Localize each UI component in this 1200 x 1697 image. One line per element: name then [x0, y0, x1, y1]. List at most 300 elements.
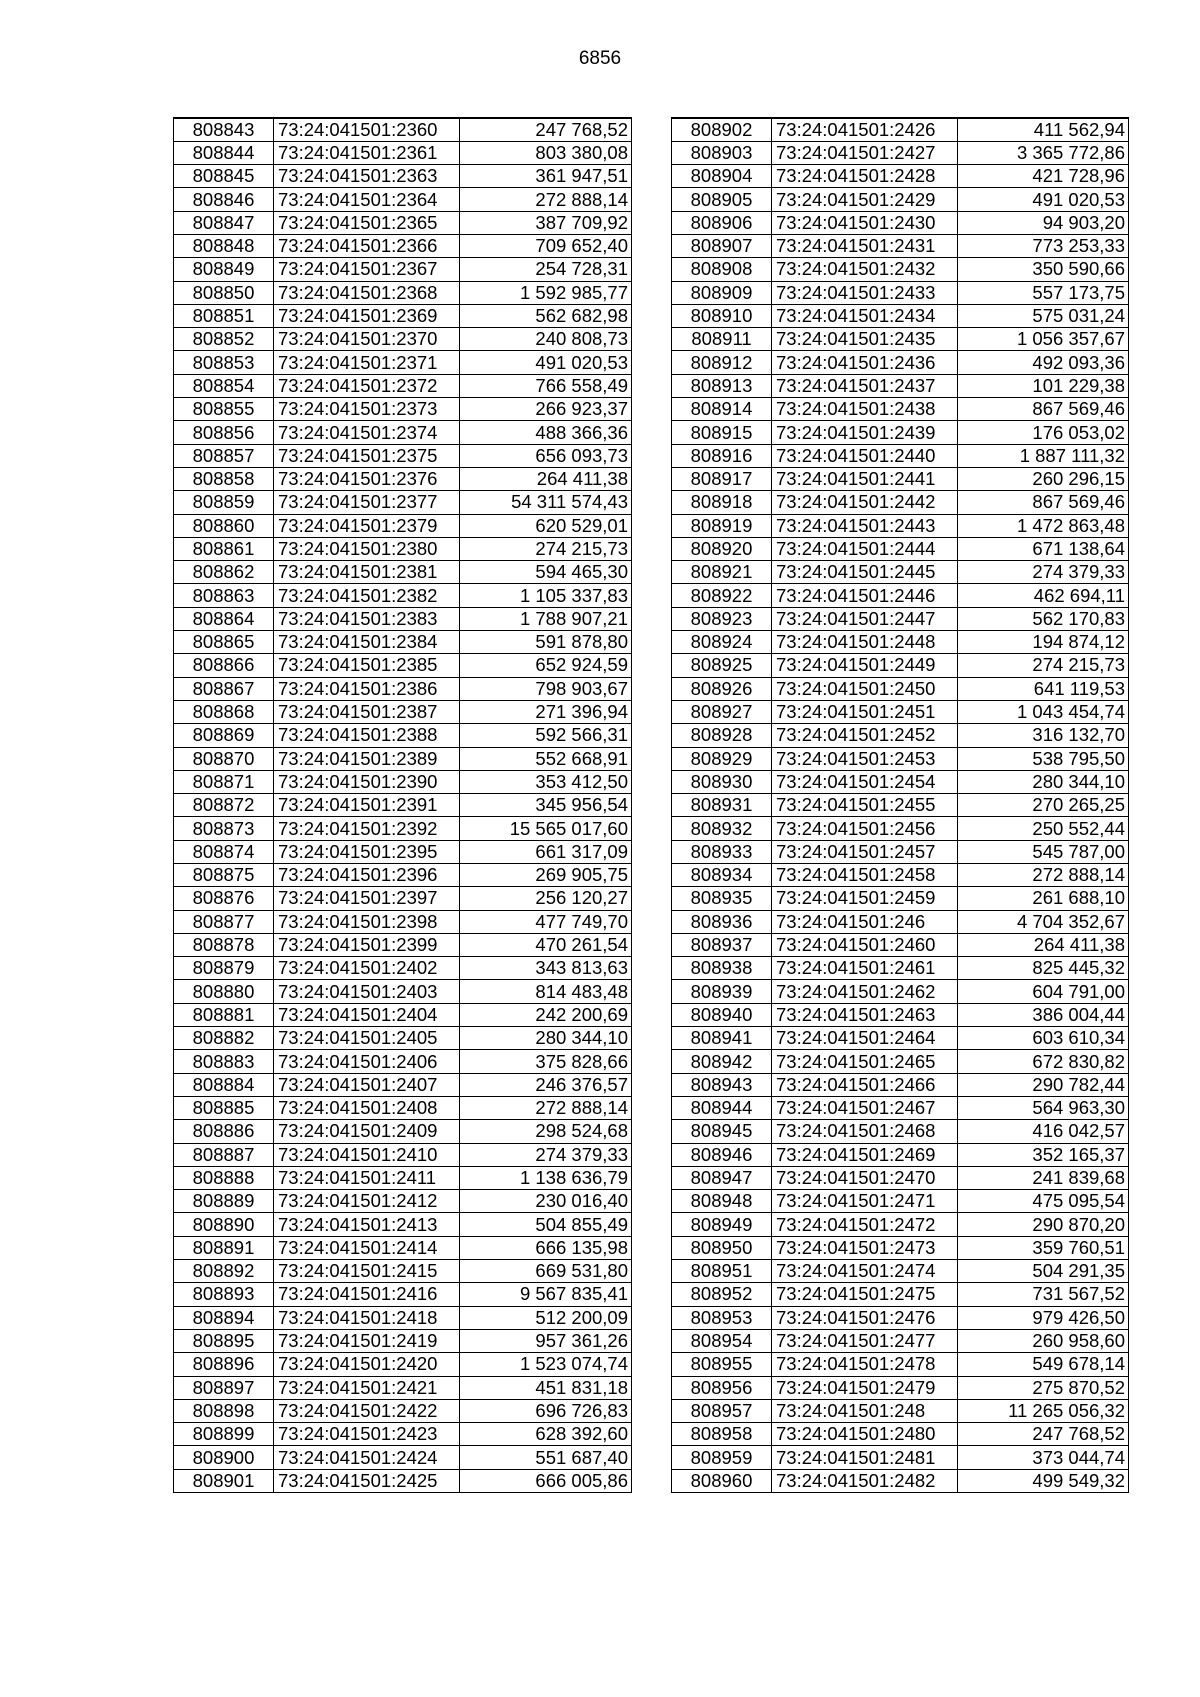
- value-cell: 280 344,10: [460, 1027, 632, 1050]
- cadastral-number-cell: 73:24:041501:2386: [274, 677, 460, 700]
- cadastral-number-cell: 73:24:041501:2434: [772, 304, 958, 327]
- cadastral-number-cell: 73:24:041501:2369: [274, 304, 460, 327]
- table-row: [174, 1003, 632, 1026]
- row-number-cell: 808913: [672, 374, 772, 397]
- table-row: [174, 887, 632, 910]
- cadastral-number-cell: 73:24:041501:2427: [772, 141, 958, 164]
- cadastral-number-cell: 73:24:041501:2443: [772, 514, 958, 537]
- row-number-cell: 808881: [174, 1003, 274, 1026]
- row-number-cell: 808947: [672, 1166, 772, 1189]
- value-cell: 451 831,18: [460, 1376, 632, 1399]
- table-row: [672, 398, 1129, 421]
- value-cell: 260 958,60: [958, 1329, 1129, 1352]
- table-row: [174, 607, 632, 630]
- cadastral-number-cell: 73:24:041501:2460: [772, 933, 958, 956]
- row-number-cell: 808924: [672, 631, 772, 654]
- cadastral-number-cell: 73:24:041501:2430: [772, 211, 958, 234]
- value-cell: 671 138,64: [958, 537, 1129, 560]
- table-row: [672, 258, 1129, 281]
- row-number-cell: 808945: [672, 1120, 772, 1143]
- cadastral-number-cell: 73:24:041501:248: [772, 1399, 958, 1422]
- row-number-cell: 808860: [174, 514, 274, 537]
- row-number-cell: 808936: [672, 910, 772, 933]
- cadastral-number-cell: 73:24:041501:2438: [772, 398, 958, 421]
- row-number-cell: 808931: [672, 794, 772, 817]
- row-number-cell: 808862: [174, 561, 274, 584]
- value-cell: 261 688,10: [958, 887, 1129, 910]
- table-row: [174, 188, 632, 211]
- value-cell: 957 361,26: [460, 1329, 632, 1352]
- cadastral-number-cell: 73:24:041501:2396: [274, 864, 460, 887]
- row-number-cell: 808847: [174, 211, 274, 234]
- table-row: [174, 1213, 632, 1236]
- cadastral-number-cell: 73:24:041501:2372: [274, 374, 460, 397]
- row-number-cell: 808941: [672, 1027, 772, 1050]
- row-number-cell: 808911: [672, 328, 772, 351]
- cadastral-number-cell: 73:24:041501:2467: [772, 1096, 958, 1119]
- value-cell: 54 311 574,43: [460, 491, 632, 514]
- row-number-cell: 808890: [174, 1213, 274, 1236]
- value-cell: 1 043 454,74: [958, 700, 1129, 723]
- value-cell: 247 768,52: [958, 1423, 1129, 1446]
- row-number-cell: 808929: [672, 747, 772, 770]
- cadastral-number-cell: 73:24:041501:2440: [772, 444, 958, 467]
- cadastral-number-cell: 73:24:041501:2368: [274, 281, 460, 304]
- cadastral-number-cell: 73:24:041501:2377: [274, 491, 460, 514]
- table-row: [174, 747, 632, 770]
- cadastral-number-cell: 73:24:041501:2457: [772, 840, 958, 863]
- row-number-cell: 808940: [672, 1003, 772, 1026]
- row-number-cell: 808943: [672, 1073, 772, 1096]
- row-number-cell: 808957: [672, 1399, 772, 1422]
- value-cell: 269 905,75: [460, 864, 632, 887]
- cadastral-number-cell: 73:24:041501:2436: [772, 351, 958, 374]
- row-number-cell: 808877: [174, 910, 274, 933]
- cadastral-number-cell: 73:24:041501:2429: [772, 188, 958, 211]
- table-row: [174, 980, 632, 1003]
- value-cell: 620 529,01: [460, 514, 632, 537]
- row-number-cell: 808914: [672, 398, 772, 421]
- row-number-cell: 808861: [174, 537, 274, 560]
- row-number-cell: 808880: [174, 980, 274, 1003]
- value-cell: 94 903,20: [958, 211, 1129, 234]
- value-cell: 290 870,20: [958, 1213, 1129, 1236]
- table-row: [672, 1329, 1129, 1352]
- value-cell: 641 119,53: [958, 677, 1129, 700]
- cadastral-number-cell: 73:24:041501:2439: [772, 421, 958, 444]
- table-row: [672, 1027, 1129, 1050]
- row-number-cell: 808889: [174, 1190, 274, 1213]
- table-row: [174, 957, 632, 980]
- cadastral-number-cell: 73:24:041501:2420: [274, 1353, 460, 1376]
- table-row: [672, 957, 1129, 980]
- table-row: [174, 328, 632, 351]
- row-number-cell: 808892: [174, 1260, 274, 1283]
- value-cell: 194 874,12: [958, 631, 1129, 654]
- cadastral-number-cell: 73:24:041501:2374: [274, 421, 460, 444]
- cadastral-number-cell: 73:24:041501:2410: [274, 1143, 460, 1166]
- cadastral-number-cell: 73:24:041501:2411: [274, 1166, 460, 1189]
- table-row: [174, 211, 632, 234]
- value-cell: 867 569,46: [958, 398, 1129, 421]
- table-row: [672, 374, 1129, 397]
- value-cell: 475 095,54: [958, 1190, 1129, 1213]
- row-number-cell: 808856: [174, 421, 274, 444]
- table-row: [174, 398, 632, 421]
- cadastral-number-cell: 73:24:041501:2441: [772, 467, 958, 490]
- cadastral-number-cell: 73:24:041501:2423: [274, 1423, 460, 1446]
- table-row: [174, 351, 632, 374]
- value-cell: 256 120,27: [460, 887, 632, 910]
- value-cell: 672 830,82: [958, 1050, 1129, 1073]
- cadastral-number-cell: 73:24:041501:2414: [274, 1236, 460, 1259]
- cadastral-number-cell: 73:24:041501:2383: [274, 607, 460, 630]
- table-row: [672, 234, 1129, 257]
- table-row: [174, 1423, 632, 1446]
- cadastral-number-cell: 73:24:041501:2448: [772, 631, 958, 654]
- row-number-cell: 808875: [174, 864, 274, 887]
- value-cell: 274 379,33: [958, 561, 1129, 584]
- row-number-cell: 808937: [672, 933, 772, 956]
- value-cell: 421 728,96: [958, 165, 1129, 188]
- cadastral-number-cell: 73:24:041501:2466: [772, 1073, 958, 1096]
- value-cell: 264 411,38: [460, 467, 632, 490]
- table-row: [672, 1213, 1129, 1236]
- table-row: [672, 607, 1129, 630]
- table-row: [672, 444, 1129, 467]
- table-row: [672, 840, 1129, 863]
- row-number-cell: 808897: [174, 1376, 274, 1399]
- row-number-cell: 808925: [672, 654, 772, 677]
- row-number-cell: 808919: [672, 514, 772, 537]
- value-cell: 462 694,11: [958, 584, 1129, 607]
- row-number-cell: 808942: [672, 1050, 772, 1073]
- cadastral-number-cell: 73:24:041501:2385: [274, 654, 460, 677]
- table-row: [672, 1446, 1129, 1469]
- table-row: [174, 1306, 632, 1329]
- cadastral-number-cell: 73:24:041501:2472: [772, 1213, 958, 1236]
- value-cell: 562 682,98: [460, 304, 632, 327]
- row-number-cell: 808883: [174, 1050, 274, 1073]
- cadastral-number-cell: 73:24:041501:2450: [772, 677, 958, 700]
- value-cell: 274 215,73: [958, 654, 1129, 677]
- value-cell: 352 165,37: [958, 1143, 1129, 1166]
- row-number-cell: 808926: [672, 677, 772, 700]
- row-number-cell: 808893: [174, 1283, 274, 1306]
- registry-table-right: [671, 117, 1129, 1493]
- cadastral-number-cell: 73:24:041501:2431: [772, 234, 958, 257]
- table-row: [174, 1073, 632, 1096]
- table-row: [672, 1260, 1129, 1283]
- table-row: [174, 933, 632, 956]
- value-cell: 375 828,66: [460, 1050, 632, 1073]
- cadastral-number-cell: 73:24:041501:2363: [274, 165, 460, 188]
- table-row: [672, 1469, 1129, 1492]
- value-cell: 416 042,57: [958, 1120, 1129, 1143]
- value-cell: 101 229,38: [958, 374, 1129, 397]
- value-cell: 551 687,40: [460, 1446, 632, 1469]
- cadastral-number-cell: 73:24:041501:2388: [274, 724, 460, 747]
- table-row: [174, 1096, 632, 1119]
- value-cell: 290 782,44: [958, 1073, 1129, 1096]
- table-row: [174, 234, 632, 257]
- table-row: [174, 165, 632, 188]
- value-cell: 274 215,73: [460, 537, 632, 560]
- table-row: [174, 514, 632, 537]
- cadastral-number-cell: 73:24:041501:2389: [274, 747, 460, 770]
- value-cell: 604 791,00: [958, 980, 1129, 1003]
- value-cell: 666 005,86: [460, 1469, 632, 1492]
- value-cell: 661 317,09: [460, 840, 632, 863]
- cadastral-number-cell: 73:24:041501:2455: [772, 794, 958, 817]
- table-row: [174, 794, 632, 817]
- cadastral-number-cell: 73:24:041501:2454: [772, 770, 958, 793]
- cadastral-number-cell: 73:24:041501:2425: [274, 1469, 460, 1492]
- cadastral-number-cell: 73:24:041501:2476: [772, 1306, 958, 1329]
- cadastral-number-cell: 73:24:041501:2424: [274, 1446, 460, 1469]
- value-cell: 766 558,49: [460, 374, 632, 397]
- registry-table-right-body: [672, 118, 1129, 1493]
- cadastral-number-cell: 73:24:041501:2426: [772, 118, 958, 141]
- cadastral-number-cell: 73:24:041501:2469: [772, 1143, 958, 1166]
- table-row: [672, 700, 1129, 723]
- table-row: [174, 374, 632, 397]
- value-cell: 592 566,31: [460, 724, 632, 747]
- cadastral-number-cell: 73:24:041501:2418: [274, 1306, 460, 1329]
- row-number-cell: 808930: [672, 770, 772, 793]
- table-row: [174, 724, 632, 747]
- cadastral-number-cell: 73:24:041501:2392: [274, 817, 460, 840]
- table-row: [672, 1073, 1129, 1096]
- table-row: [174, 1376, 632, 1399]
- table-row: [672, 1399, 1129, 1422]
- value-cell: 264 411,38: [958, 933, 1129, 956]
- row-number-cell: 808952: [672, 1283, 772, 1306]
- table-row: [672, 491, 1129, 514]
- value-cell: 803 380,08: [460, 141, 632, 164]
- table-row: [174, 1446, 632, 1469]
- row-number-cell: 808921: [672, 561, 772, 584]
- row-number-cell: 808867: [174, 677, 274, 700]
- value-cell: 512 200,09: [460, 1306, 632, 1329]
- row-number-cell: 808852: [174, 328, 274, 351]
- value-cell: 411 562,94: [958, 118, 1129, 141]
- cadastral-number-cell: 73:24:041501:2395: [274, 840, 460, 863]
- row-number-cell: 808959: [672, 1446, 772, 1469]
- value-cell: 230 016,40: [460, 1190, 632, 1213]
- row-number-cell: 808873: [174, 817, 274, 840]
- row-number-cell: 808844: [174, 141, 274, 164]
- value-cell: 814 483,48: [460, 980, 632, 1003]
- value-cell: 250 552,44: [958, 817, 1129, 840]
- cadastral-number-cell: 73:24:041501:2406: [274, 1050, 460, 1073]
- registry-table-left-body: [174, 118, 632, 1493]
- cadastral-number-cell: 73:24:041501:2412: [274, 1190, 460, 1213]
- value-cell: 9 567 835,41: [460, 1283, 632, 1306]
- table-row: [672, 1143, 1129, 1166]
- table-row: [672, 677, 1129, 700]
- row-number-cell: 808946: [672, 1143, 772, 1166]
- value-cell: 353 412,50: [460, 770, 632, 793]
- value-cell: 696 726,83: [460, 1399, 632, 1422]
- table-row: [174, 1469, 632, 1492]
- row-number-cell: 808891: [174, 1236, 274, 1259]
- table-row: [174, 631, 632, 654]
- table-row: [672, 724, 1129, 747]
- row-number-cell: 808854: [174, 374, 274, 397]
- table-row: [174, 910, 632, 933]
- value-cell: 361 947,51: [460, 165, 632, 188]
- row-number-cell: 808846: [174, 188, 274, 211]
- table-row: [672, 864, 1129, 887]
- row-number-cell: 808849: [174, 258, 274, 281]
- cadastral-number-cell: 73:24:041501:2399: [274, 933, 460, 956]
- table-row: [672, 794, 1129, 817]
- table-row: [174, 770, 632, 793]
- table-row: [672, 467, 1129, 490]
- row-number-cell: 808872: [174, 794, 274, 817]
- cadastral-number-cell: 73:24:041501:2453: [772, 747, 958, 770]
- value-cell: 549 678,14: [958, 1353, 1129, 1376]
- row-number-cell: 808910: [672, 304, 772, 327]
- value-cell: 240 808,73: [460, 328, 632, 351]
- table-row: [672, 165, 1129, 188]
- cadastral-number-cell: 73:24:041501:2477: [772, 1329, 958, 1352]
- value-cell: 266 923,37: [460, 398, 632, 421]
- cadastral-number-cell: 73:24:041501:2475: [772, 1283, 958, 1306]
- value-cell: 272 888,14: [460, 1096, 632, 1119]
- value-cell: 1 056 357,67: [958, 328, 1129, 351]
- cadastral-number-cell: 73:24:041501:2433: [772, 281, 958, 304]
- value-cell: 386 004,44: [958, 1003, 1129, 1026]
- table-row: [672, 1376, 1129, 1399]
- cadastral-number-cell: 73:24:041501:2364: [274, 188, 460, 211]
- value-cell: 373 044,74: [958, 1446, 1129, 1469]
- cadastral-number-cell: 73:24:041501:2415: [274, 1260, 460, 1283]
- cadastral-number-cell: 73:24:041501:2480: [772, 1423, 958, 1446]
- row-number-cell: 808879: [174, 957, 274, 980]
- value-cell: 272 888,14: [958, 864, 1129, 887]
- table-row: [672, 1353, 1129, 1376]
- cadastral-number-cell: 73:24:041501:2398: [274, 910, 460, 933]
- row-number-cell: 808853: [174, 351, 274, 374]
- cadastral-number-cell: 73:24:041501:2375: [274, 444, 460, 467]
- cadastral-number-cell: 73:24:041501:2422: [274, 1399, 460, 1422]
- table-row: [174, 1027, 632, 1050]
- value-cell: 603 610,34: [958, 1027, 1129, 1050]
- cadastral-number-cell: 73:24:041501:246: [772, 910, 958, 933]
- row-number-cell: 808870: [174, 747, 274, 770]
- table-row: [672, 1190, 1129, 1213]
- table-row: [174, 677, 632, 700]
- row-number-cell: 808908: [672, 258, 772, 281]
- table-row: [174, 700, 632, 723]
- row-number-cell: 808958: [672, 1423, 772, 1446]
- row-number-cell: 808905: [672, 188, 772, 211]
- table-row: [174, 537, 632, 560]
- table-row: [672, 421, 1129, 444]
- cadastral-number-cell: 73:24:041501:2482: [772, 1469, 958, 1492]
- row-number-cell: 808955: [672, 1353, 772, 1376]
- value-cell: 557 173,75: [958, 281, 1129, 304]
- value-cell: 773 253,33: [958, 234, 1129, 257]
- cadastral-number-cell: 73:24:041501:2444: [772, 537, 958, 560]
- value-cell: 359 760,51: [958, 1236, 1129, 1259]
- value-cell: 669 531,80: [460, 1260, 632, 1283]
- table-row: [174, 1050, 632, 1073]
- row-number-cell: 808922: [672, 584, 772, 607]
- value-cell: 176 053,02: [958, 421, 1129, 444]
- table-row: [672, 514, 1129, 537]
- value-cell: 350 590,66: [958, 258, 1129, 281]
- row-number-cell: 808899: [174, 1423, 274, 1446]
- table-row: [672, 910, 1129, 933]
- cadastral-number-cell: 73:24:041501:2419: [274, 1329, 460, 1352]
- row-number-cell: 808864: [174, 607, 274, 630]
- value-cell: 470 261,54: [460, 933, 632, 956]
- value-cell: 1 788 907,21: [460, 607, 632, 630]
- row-number-cell: 808903: [672, 141, 772, 164]
- table-row: [672, 933, 1129, 956]
- value-cell: 798 903,67: [460, 677, 632, 700]
- row-number-cell: 808906: [672, 211, 772, 234]
- row-number-cell: 808894: [174, 1306, 274, 1329]
- cadastral-number-cell: 73:24:041501:2360: [274, 118, 460, 141]
- cadastral-number-cell: 73:24:041501:2407: [274, 1073, 460, 1096]
- table-row: [672, 1003, 1129, 1026]
- row-number-cell: 808848: [174, 234, 274, 257]
- value-cell: 272 888,14: [460, 188, 632, 211]
- row-number-cell: 808949: [672, 1213, 772, 1236]
- cadastral-number-cell: 73:24:041501:2428: [772, 165, 958, 188]
- table-row: [672, 584, 1129, 607]
- table-row: [672, 1283, 1129, 1306]
- table-row: [174, 491, 632, 514]
- cadastral-number-cell: 73:24:041501:2435: [772, 328, 958, 351]
- table-row: [174, 561, 632, 584]
- value-cell: 298 524,68: [460, 1120, 632, 1143]
- value-cell: 594 465,30: [460, 561, 632, 584]
- value-cell: 242 200,69: [460, 1003, 632, 1026]
- row-number-cell: 808938: [672, 957, 772, 980]
- row-number-cell: 808920: [672, 537, 772, 560]
- value-cell: 491 020,53: [958, 188, 1129, 211]
- cadastral-number-cell: 73:24:041501:2437: [772, 374, 958, 397]
- row-number-cell: 808902: [672, 118, 772, 141]
- row-number-cell: 808917: [672, 467, 772, 490]
- row-number-cell: 808916: [672, 444, 772, 467]
- table-row: [672, 188, 1129, 211]
- value-cell: 591 878,80: [460, 631, 632, 654]
- row-number-cell: 808863: [174, 584, 274, 607]
- table-row: [174, 840, 632, 863]
- row-number-cell: 808865: [174, 631, 274, 654]
- cadastral-number-cell: 73:24:041501:2416: [274, 1283, 460, 1306]
- cadastral-number-cell: 73:24:041501:2481: [772, 1446, 958, 1469]
- table-row: [672, 1166, 1129, 1189]
- cadastral-number-cell: 73:24:041501:2397: [274, 887, 460, 910]
- table-row: [672, 1096, 1129, 1119]
- value-cell: 241 839,68: [958, 1166, 1129, 1189]
- cadastral-number-cell: 73:24:041501:2408: [274, 1096, 460, 1119]
- table-row: [174, 258, 632, 281]
- table-row: [672, 537, 1129, 560]
- cadastral-number-cell: 73:24:041501:2478: [772, 1353, 958, 1376]
- table-row: [672, 817, 1129, 840]
- cadastral-number-cell: 73:24:041501:2380: [274, 537, 460, 560]
- page-number: 6856: [578, 48, 622, 69]
- value-cell: 628 392,60: [460, 1423, 632, 1446]
